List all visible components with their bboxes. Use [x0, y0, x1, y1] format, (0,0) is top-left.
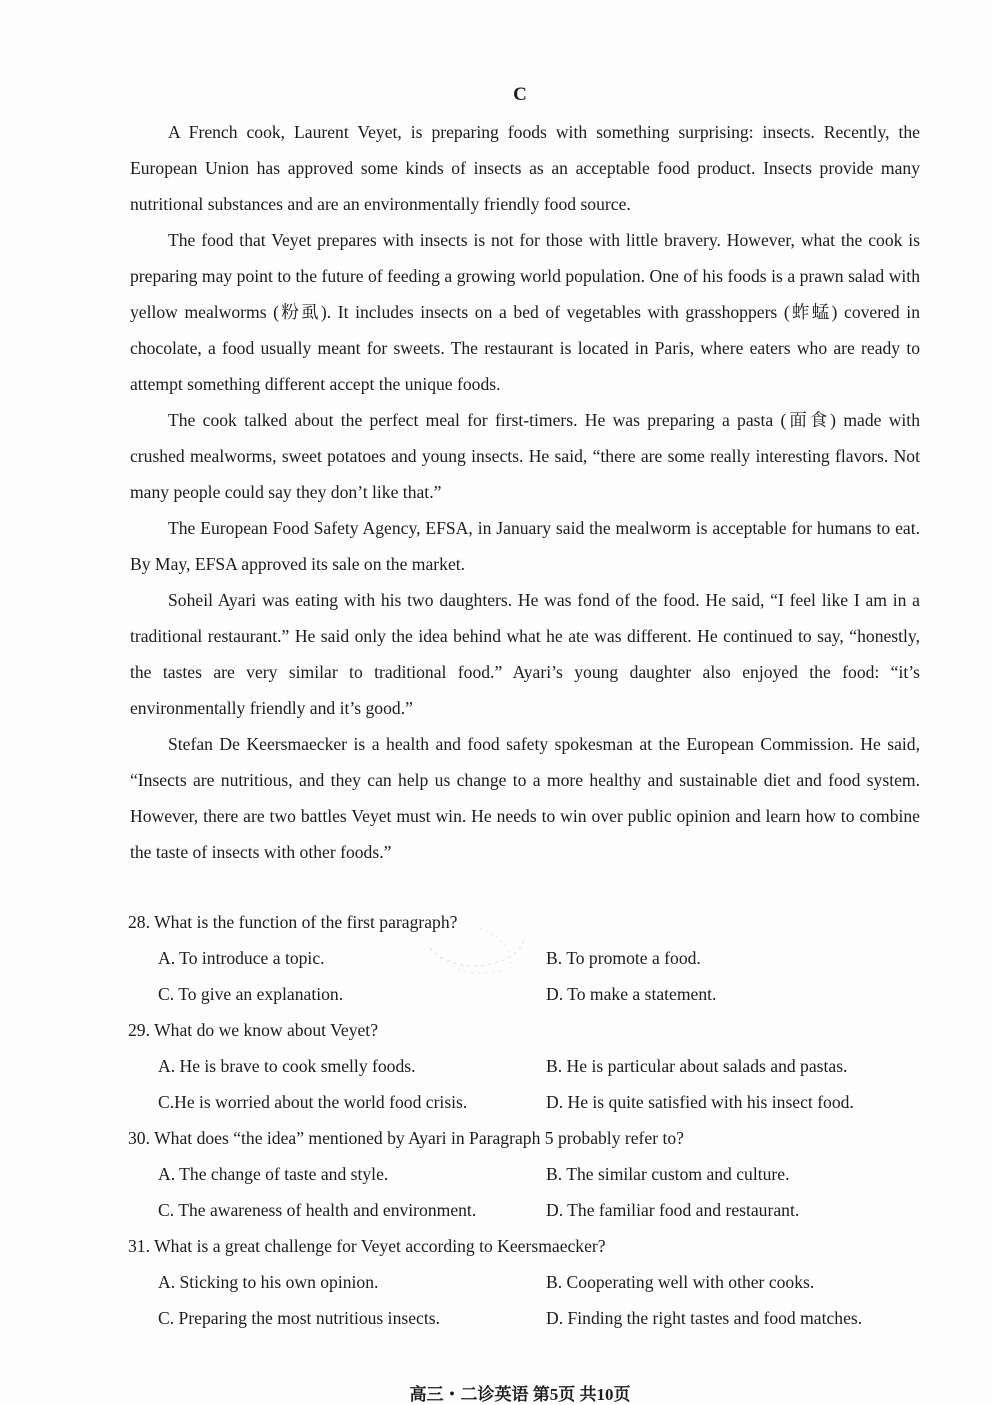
option-a[interactable]: A. He is brave to cook smelly foods.	[158, 1056, 416, 1076]
passage-paragraph: Stefan De Keersmaecker is a health and food safety spokesman at the European Commission. He said, “Insects are nutritious, and they can help us change to a more healthy and sustainable diet and food system. However, there are two battles Veyet must win. He needs to win over public opinion and learn how to combine the taste of insects with other foods.”	[130, 734, 920, 862]
option-c[interactable]: C. The awareness of health and environment.	[158, 1200, 477, 1220]
option-a[interactable]: A. The change of taste and style.	[158, 1164, 389, 1184]
option-d[interactable]: D. Finding the right tastes and food matches.	[546, 1308, 863, 1328]
question-31	[128, 1228, 928, 1336]
answer-options	[128, 1048, 928, 1120]
question-30	[128, 1120, 928, 1228]
answer-options	[128, 1156, 928, 1228]
option-a[interactable]: A. To introduce a topic.	[158, 948, 325, 968]
section-heading: C	[513, 84, 527, 105]
reading-passage	[130, 114, 920, 870]
option-b[interactable]: B. To promote a food.	[546, 948, 701, 968]
question-stem: 28. What is the function of the first paragraph?	[128, 912, 458, 932]
passage-paragraph: Soheil Ayari was eating with his two daughters. He was fond of the food. He said, “I feel like I am in a traditional restaurant.” He said only the idea behind what he ate was different. He continued to say, “honestly, the tastes are very similar to traditional food.” Ayari’s young daughter also enjoyed the food: “it’s environmentally friendly and it’s good.”	[130, 590, 920, 718]
option-b[interactable]: B. The similar custom and culture.	[546, 1164, 790, 1184]
question-stem: 30. What does “the idea” mentioned by Ayari in Paragraph 5 probably refer to?	[128, 1128, 684, 1148]
option-b[interactable]: B. Cooperating well with other cooks.	[546, 1272, 815, 1292]
question-stem: 31. What is a great challenge for Veyet according to Keersmaecker?	[128, 1236, 606, 1256]
question-28	[128, 904, 928, 1012]
passage-paragraph: The food that Veyet prepares with insects is not for those with little bravery. However, what the cook is preparing may point to the future of feeding a growing world population. One of his foods is a prawn salad with yellow mealworms (粉虱). It includes insects on a bed of vegetables with grasshoppers (蚱蜢) covered in chocolate, a food usually meant for sweets. The restaurant is located in Paris, where eaters who are ready to attempt something different accept the unique foods.	[130, 230, 920, 394]
passage-paragraph: A French cook, Laurent Veyet, is preparing foods with something surprising: insects. Recently, the European Union has approved some kinds of insects as an acceptable food product. Insects provide many nutritional substances and are an environmentally friendly food source.	[130, 122, 920, 214]
option-a[interactable]: A. Sticking to his own opinion.	[158, 1272, 379, 1292]
question-stem: 29. What do we know about Veyet?	[128, 1020, 379, 1040]
page-footer: 高三・二诊英语 第5页 共10页	[409, 1385, 631, 1404]
option-c[interactable]: C. To give an explanation.	[158, 984, 344, 1004]
option-b[interactable]: B. He is particular about salads and pastas.	[546, 1056, 848, 1076]
option-d[interactable]: D. The familiar food and restaurant.	[546, 1200, 800, 1220]
passage-paragraph: The European Food Safety Agency, EFSA, in January said the mealworm is acceptable for humans to eat. By May, EFSA approved its sale on the market.	[130, 518, 920, 574]
option-d[interactable]: D. He is quite satisfied with his insect food.	[546, 1092, 854, 1112]
question-list	[128, 904, 928, 1336]
option-d[interactable]: D. To make a statement.	[546, 984, 717, 1004]
option-c[interactable]: C.He is worried about the world food crisis.	[158, 1092, 468, 1112]
question-29	[128, 1012, 928, 1120]
answer-options	[128, 940, 928, 1012]
passage-paragraph: The cook talked about the perfect meal for first-timers. He was preparing a pasta (面食) made with crushed mealworms, sweet potatoes and young insects. He said, “there are some really interesting flavors. Not many people could say they don’t like that.”	[130, 410, 920, 502]
option-c[interactable]: C. Preparing the most nutritious insects.	[158, 1308, 440, 1328]
answer-options	[128, 1264, 928, 1336]
